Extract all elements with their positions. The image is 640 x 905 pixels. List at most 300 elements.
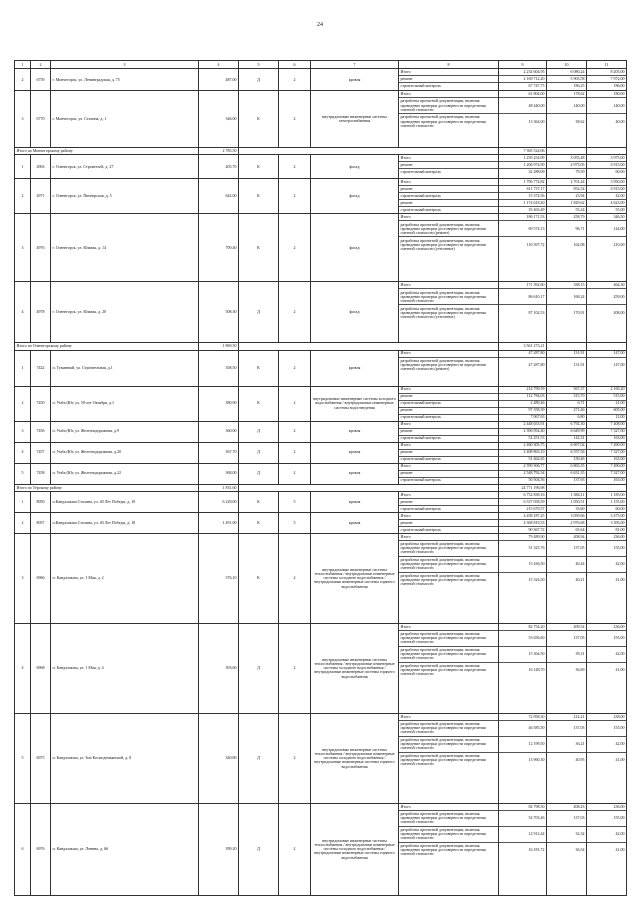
line-unit-cost: 214,21 [547, 714, 586, 721]
object-row [15, 491, 627, 512]
subline-row [499, 428, 546, 435]
subline-row [547, 414, 586, 421]
line-cost: 82 754,20 [499, 624, 546, 631]
sublines-cell [587, 713, 627, 803]
line-cost: 82 798,50 [499, 804, 546, 811]
subline-row [399, 477, 498, 484]
object-address: п. Умба (Юг, ул. Железнодорожная, д.9 [51, 421, 199, 442]
line-cost: 15 436,50 [499, 556, 546, 572]
sublines-cell [587, 803, 627, 895]
sublines-cell [499, 421, 547, 442]
subline-row [499, 83, 546, 90]
sublines-cell [499, 463, 547, 484]
line-unit-cost: 567,37 [547, 387, 586, 394]
object-address: г. Мончегорск, ул. Сталина, д. 1 [51, 91, 199, 148]
object-area: 340,80 [199, 713, 239, 803]
district-total-row [15, 343, 627, 350]
line-unit-cost: 36,69 [575, 667, 585, 673]
line-unit-cost: 952,54 [547, 186, 586, 193]
line-cost: 13 960,30 [528, 757, 545, 763]
object-category: К [239, 91, 279, 148]
subline-row [499, 477, 546, 484]
sublines-table [499, 714, 546, 768]
sublines-table [587, 282, 626, 320]
sublines-cell [499, 442, 547, 463]
subline-row [587, 810, 626, 826]
sublines-table [587, 214, 626, 252]
line-cost: 47 287,80 [528, 361, 545, 367]
line-unit-cost: 271,46 [547, 407, 586, 414]
line-cost: 7 067,63 [530, 414, 545, 420]
object-area: 367,70 [199, 442, 239, 463]
line-limit: 144,00 [587, 221, 626, 237]
total-sum: 3 561 273,21 [499, 343, 547, 350]
subline-row [399, 428, 498, 435]
line-unit-cost: 186,25 [573, 83, 585, 89]
sublines-table [399, 282, 498, 320]
subline-row [547, 736, 586, 752]
line-cost: 90 367,72 [528, 526, 545, 532]
line-unit-cost: 338,15 [547, 282, 586, 289]
sublines-table [399, 69, 498, 89]
object-address: п. Кандалакша, ул. Ленина, д. 66 [51, 803, 199, 895]
object-area: 380,90 [199, 386, 239, 421]
sublines-table [399, 464, 498, 484]
work-type: кровля [311, 350, 399, 386]
object-code: 6770 [31, 91, 51, 148]
line-limit: 163,00 [613, 477, 625, 483]
line-description: разработка проектной документации, включая проведение проверки достоверности определения сметной стоимости [399, 630, 498, 646]
sublines-cell [587, 512, 627, 533]
object-floors: 2 [279, 463, 311, 484]
header-cell: 9 [499, 61, 547, 69]
sublines-table [399, 714, 498, 768]
sublines-cell [587, 214, 627, 282]
subline-row [399, 842, 498, 858]
subline-row [587, 162, 626, 169]
sublines-cell [499, 491, 547, 512]
row-number: 2 [15, 69, 31, 91]
line-cost: 67 747,75 [528, 83, 545, 89]
total-empty [547, 484, 587, 491]
works-table [14, 60, 627, 896]
line-unit-cost: 3 059,66 [547, 513, 586, 520]
object-code: 7457 [31, 442, 51, 463]
line-description: строительный контроль [400, 477, 441, 483]
subline-row [547, 826, 586, 842]
header-cell: 11 [587, 61, 627, 69]
line-description: разработка проектной документации, включая проведение проверки достоверности определения сметной стоимости [399, 556, 498, 572]
sublines-cell [547, 491, 587, 512]
line-unit-cost: 36,54 [575, 847, 585, 853]
subline-row [547, 449, 586, 456]
sublines-table [547, 91, 586, 129]
object-address: п. Умба (Юг, ул. 50-лет Октября, д.1 [51, 386, 199, 421]
subline-row [499, 237, 546, 253]
object-category: К [239, 214, 279, 282]
subline-row [587, 720, 626, 736]
line-limit: 42,00 [587, 736, 626, 752]
row-number: 1 [15, 491, 31, 512]
object-address: г. Оленегорск, ул. Южная, д. 14 [51, 214, 199, 282]
subline-row [499, 630, 546, 646]
line-description: ремонт [399, 200, 498, 207]
subline-row [547, 646, 586, 662]
sublines-cell [499, 179, 547, 214]
sublines-cell [399, 803, 499, 895]
subline-row [399, 393, 498, 400]
subline-row [499, 221, 546, 237]
sublines-table [587, 513, 626, 533]
line-limit: 42,00 [587, 193, 626, 200]
sublines-table [499, 351, 546, 373]
line-limit: 155,00 [587, 540, 626, 556]
line-description: разработка проектной документации, включая проведение проверки достоверности определения сметной стоимости (утепление) [400, 305, 486, 319]
subline-row [547, 221, 586, 237]
line-cost: 112 784,03 [499, 393, 546, 400]
subline-row [499, 169, 546, 176]
subline-row [499, 456, 546, 463]
line-description: Итого [399, 804, 498, 811]
sublines-table [499, 282, 546, 320]
line-description: строительный контроль [400, 435, 441, 441]
subline-row [499, 519, 546, 526]
object-category: Д [239, 463, 279, 484]
sublines-cell [547, 533, 587, 623]
subline-row [547, 400, 586, 407]
row-number: 1 [15, 350, 31, 386]
sublines-cell [499, 512, 547, 533]
subline-row [399, 83, 498, 90]
subline-row [547, 752, 586, 768]
subline-row [587, 736, 626, 752]
line-cost: 46 585,50 [499, 720, 546, 736]
subline-row [547, 470, 586, 477]
object-area: 709,40 [199, 214, 239, 282]
line-unit-cost: 142,31 [573, 435, 585, 441]
sublines-cell [587, 491, 627, 512]
line-cost: 1 206 974,90 [499, 162, 546, 169]
subline-row [587, 662, 626, 678]
sublines-cell [499, 713, 547, 803]
line-description: строительный контроль [400, 526, 441, 532]
subline-row [547, 305, 586, 321]
subline-row [399, 400, 498, 407]
line-unit-cost: 139,46 [573, 456, 585, 462]
row-number: 1 [15, 155, 31, 179]
object-area: 368,00 [199, 463, 239, 484]
object-row [15, 512, 627, 533]
line-limit: 42,00 [587, 646, 626, 662]
object-category: К [239, 155, 279, 179]
line-limit: 236,00 [587, 534, 626, 541]
subline-row [587, 826, 626, 842]
subline-row [587, 237, 626, 253]
line-cost: 54 703,46 [499, 810, 546, 826]
sublines-table [587, 69, 626, 89]
object-area: 1 491,00 [199, 512, 239, 533]
sublines-table [587, 387, 626, 421]
header-cell: 6 [279, 61, 311, 69]
subline-row [587, 289, 626, 305]
line-unit-cost: 33,60 [575, 505, 585, 511]
subline-row [499, 842, 546, 858]
line-unit-cost: 55,24 [575, 207, 585, 213]
line-description: ремонт [399, 162, 498, 169]
row-number: 3 [15, 533, 31, 623]
object-code: 6966 [31, 533, 51, 623]
line-description: ремонт [399, 76, 498, 83]
line-cost: 86 610,17 [499, 289, 546, 305]
subline-row [587, 752, 626, 768]
object-floors: 2 [279, 179, 311, 214]
subline-row [399, 193, 498, 200]
sublines-table [499, 513, 546, 533]
line-limit: 186,00 [613, 83, 625, 89]
total-sum: 24 771 196,98 [499, 484, 547, 491]
subline-row [547, 76, 586, 83]
line-cost: 215 679,57 [526, 505, 545, 511]
subline-row [587, 114, 626, 130]
object-row [15, 350, 627, 386]
sublines-table [399, 387, 498, 421]
object-category: Д [239, 803, 279, 895]
sublines-table [399, 214, 498, 252]
object-floors: 2 [279, 623, 311, 713]
line-cost: 12 199,50 [499, 736, 546, 752]
subline-row [499, 540, 546, 556]
line-limit: 140,00 [587, 98, 626, 114]
subline-row [399, 435, 498, 442]
subline-row [587, 414, 626, 421]
line-unit-cost: 1 050,51 [547, 498, 586, 505]
sublines-table [399, 513, 498, 533]
sublines-cell [587, 282, 627, 343]
subline-row [399, 572, 498, 588]
line-limit: 464,30 [587, 282, 626, 289]
sublines-table [547, 624, 586, 678]
line-limit: 236,00 [587, 624, 626, 631]
line-limit: 163,00 [613, 435, 625, 441]
object-code: 7456 [31, 421, 51, 442]
total-area: 1 831,60 [199, 484, 239, 491]
subline-row [547, 186, 586, 193]
work-type: внутридомовые инженерные системы теплоснабжения / внутридомовые инженерные системы холодного водоснабжения / внутридомовые инженерные системы горячего водоснабжения [311, 713, 399, 803]
subline-row [547, 505, 586, 512]
line-limit: 40,00 [615, 118, 625, 124]
sublines-table [587, 443, 626, 463]
object-category: Д [239, 282, 279, 343]
subline-row [499, 76, 546, 83]
object-address: п. Кандалакша, ул. 1 Мая, д. 2 [51, 533, 199, 623]
object-row [15, 713, 627, 803]
line-cost: 50 504,56 [528, 477, 545, 483]
line-description: строительный контроль [399, 193, 498, 200]
subline-row [547, 114, 586, 130]
line-limit: 60,00 [615, 505, 625, 511]
subline-row [399, 237, 498, 253]
object-floors: 2 [279, 421, 311, 442]
subline-row [547, 169, 586, 176]
line-unit-cost: 2 976,68 [547, 519, 586, 526]
sublines-table [547, 464, 586, 484]
line-unit-cost: 1 084,11 [547, 492, 586, 499]
subline-row [499, 435, 546, 442]
object-row [15, 179, 627, 214]
work-type: фасад [311, 214, 399, 282]
row-number: 2 [15, 179, 31, 214]
sublines-cell [399, 282, 499, 343]
sublines-table [399, 443, 498, 463]
subline-row [587, 186, 626, 193]
sublines-cell [547, 463, 587, 484]
line-unit-cost: 3 055,48 [547, 155, 586, 162]
sublines-table [547, 69, 586, 89]
subline-row [547, 519, 586, 526]
object-floors: 2 [279, 713, 311, 803]
subline-row [587, 169, 626, 176]
line-unit-cost: 40,21 [575, 577, 585, 583]
subline-row [587, 407, 626, 414]
subline-row [547, 193, 586, 200]
total-area: 2 785,50 [199, 148, 239, 155]
line-cost: 1 796 774,82 [499, 179, 546, 186]
line-limit: 7 490,00 [587, 464, 626, 471]
object-floors: 2 [279, 350, 311, 386]
sublines-cell [587, 463, 627, 484]
subline-row [499, 572, 546, 588]
line-description: ремонт [399, 428, 498, 435]
line-limit: 55,00 [615, 207, 625, 213]
page-number: 24 [317, 22, 323, 28]
subline-row [499, 98, 546, 114]
line-unit-cost: 79,59 [575, 169, 585, 175]
district-total-row [15, 148, 627, 155]
line-description: ремонт [399, 519, 498, 526]
line-description: разработка проектной документации, включая проведение проверки достоверности определения сметной стоимости [400, 572, 486, 587]
line-limit: 3 475,00 [587, 513, 626, 520]
line-limit: 236,00 [587, 804, 626, 811]
sublines-table [399, 534, 498, 588]
line-cost: 79 489,90 [499, 534, 546, 541]
line-limit: 1 185,00 [587, 492, 626, 499]
line-description: Итого [399, 624, 498, 631]
line-unit-cost: 137,05 [547, 630, 586, 646]
line-description: Итого [399, 534, 498, 541]
line-unit-cost: 137,05 [547, 540, 586, 556]
sublines-table [587, 464, 626, 484]
subline-row [547, 237, 586, 253]
object-category: К [239, 179, 279, 214]
subline-row [499, 357, 546, 373]
subline-row [499, 393, 546, 400]
sublines-cell [587, 350, 627, 386]
object-floors: 2 [279, 386, 311, 421]
sublines-table [547, 422, 586, 442]
object-floors: 2 [279, 69, 311, 91]
subline-row [499, 114, 546, 130]
sublines-cell [399, 533, 499, 623]
object-row [15, 386, 627, 421]
object-row [15, 442, 627, 463]
object-address: п. Умба (Юг, ул. Железнодорожная, д.22 [51, 463, 199, 484]
subline-row [587, 470, 626, 477]
sublines-table [587, 534, 626, 588]
total-gap [239, 343, 499, 350]
sublines-cell [399, 179, 499, 214]
sublines-table [547, 534, 586, 588]
line-limit: 12,00 [615, 414, 625, 420]
sublines-cell [399, 463, 499, 484]
line-unit-cost: 96,71 [547, 221, 586, 237]
line-limit: 155,00 [587, 720, 626, 736]
sublines-table [499, 69, 546, 89]
object-address: п.Кандалакша Сталина, ул. 40 Лет Победы, д. 18 [51, 512, 199, 533]
line-description: строительный контроль [400, 83, 441, 89]
sublines-table [587, 179, 626, 213]
sublines-cell [399, 623, 499, 713]
subline-row [499, 498, 546, 505]
subline-row [499, 810, 546, 826]
object-area: 6 229,00 [199, 491, 239, 512]
line-limit: 346,50 [587, 214, 626, 221]
line-cost: 2 234 604,95 [499, 69, 546, 76]
line-limit: 259,00 [587, 289, 626, 305]
line-limit: 7 327,00 [587, 449, 626, 456]
sublines-cell [547, 69, 587, 91]
sublines-table [587, 492, 626, 512]
line-cost: 53 656,60 [499, 630, 546, 646]
object-row [15, 421, 627, 442]
line-unit-cost: 6 697,02 [547, 443, 586, 450]
line-description: разработка проектной документации, включая проведение проверки достоверности определения сметной стоимости [399, 810, 498, 826]
subline-row [399, 519, 498, 526]
object-area: 393,60 [199, 623, 239, 713]
line-description: разработка проектной документации, включая проведение проверки достоверности определения сметной стоимости [400, 114, 486, 128]
subline-row [499, 826, 546, 842]
object-code: 6975 [31, 713, 51, 803]
work-type: внутридомовые инженерные системы холодного водоснабжения / внутридомовые инженерные системы водоотведения [311, 386, 399, 421]
total-gap [239, 484, 499, 491]
work-type: фасад [311, 282, 399, 343]
line-limit: 41,00 [615, 847, 625, 853]
line-unit-cost: 38,62 [575, 118, 585, 124]
subline-row [547, 556, 586, 572]
line-cost: 4 458 187,25 [499, 513, 546, 520]
subline-row [587, 526, 626, 533]
line-cost: 116 597,72 [526, 241, 545, 247]
line-unit-cost: 140,00 [547, 98, 586, 114]
line-cost: 2 169 712,20 [499, 76, 546, 83]
total-empty [587, 343, 627, 350]
line-limit: 7 972,00 [587, 76, 626, 83]
line-description: Итого [399, 443, 498, 450]
sublines-cell [399, 69, 499, 91]
subline-row [399, 826, 498, 842]
subline-row [547, 720, 586, 736]
line-limit: 155,00 [587, 630, 626, 646]
line-description: разработка проектной документации, включая проведение проверки достоверности определения сметной стоимости [400, 662, 486, 677]
sublines-table [587, 804, 626, 858]
line-description: разработка проектной документации, включая проведение проверки достоверности определения сметной стоимости (ремонт) [399, 221, 498, 237]
line-limit: 163,00 [613, 456, 625, 462]
total-sum: 7 365 524,06 [499, 148, 547, 155]
sublines-cell [499, 386, 547, 421]
sublines-table [547, 282, 586, 320]
subline-row [587, 572, 626, 588]
subline-row [399, 662, 498, 678]
subline-row [399, 357, 498, 373]
